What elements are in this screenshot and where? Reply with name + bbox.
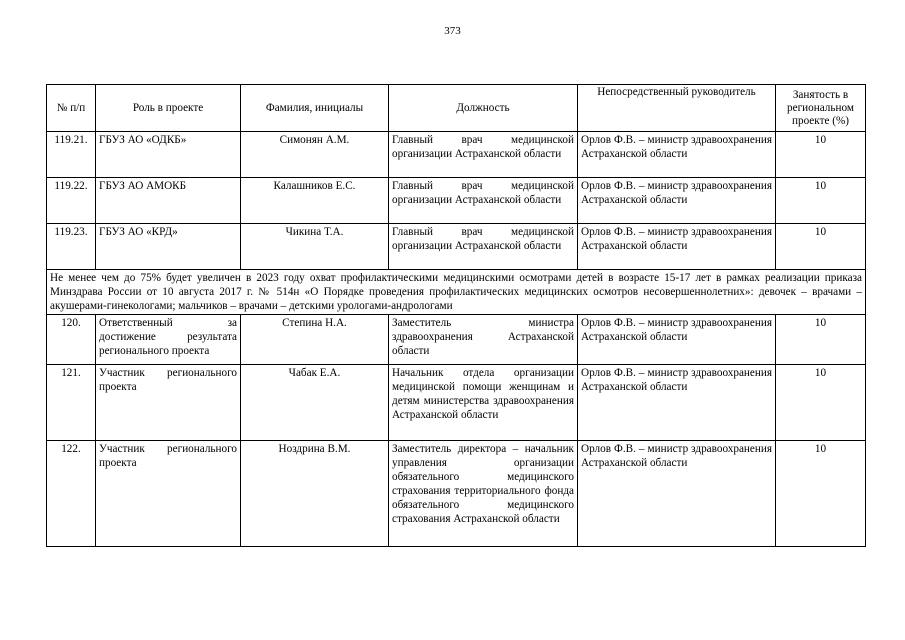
row-num: 119.21. [47,132,96,178]
header-employment: Занятость в региональном проекте (%) [776,85,866,132]
table-row [47,224,866,270]
row-employment: 10 [776,315,866,365]
row-position: Главный врач медицинской организации Астраханской области [389,224,578,270]
row-supervisor: Орлов Ф.В. – министр здравоохранения Астраханской области [578,315,776,365]
row-name: Чикина Т.А. [241,224,389,270]
row-name: Степина Н.А. [241,315,389,365]
row-employment: 10 [776,178,866,224]
row-employment: 10 [776,365,866,441]
row-name: Калашников Е.С. [241,178,389,224]
header-name: Фамилия, инициалы [241,85,389,132]
row-position: Главный врач медицинской организации Астраханской области [389,132,578,178]
row-role: ГБУЗ АО «ОДКБ» [96,132,241,178]
row-name: Чабак Е.А. [241,365,389,441]
header-position: Должность [389,85,578,132]
row-supervisor: Орлов Ф.В. – министр здравоохранения Астраханской области [578,224,776,270]
row-position: Заместитель министра здравоохранения Астраханской области [389,315,578,365]
header-num: № п/п [47,85,96,132]
header-supervisor: Непосредственный руководитель [578,85,776,132]
row-role: ГБУЗ АО «КРД» [96,224,241,270]
row-name: Ноздрина В.М. [241,441,389,547]
row-supervisor: Орлов Ф.В. – министр здравоохранения Астраханской области [578,365,776,441]
row-position: Главный врач медицинской организации Астраханской области [389,178,578,224]
row-supervisor: Орлов Ф.В. – министр здравоохранения Астраханской области [578,132,776,178]
row-role: Участник регионального проекта [96,441,241,547]
section-note-row [47,270,866,315]
row-num: 119.22. [47,178,96,224]
table-row [47,132,866,178]
row-name: Симонян А.М. [241,132,389,178]
table-row [47,315,866,365]
row-position: Заместитель директора – начальник управления организации обязательного медицинского страхования территориального фонда обязательного медицинского страхования Астраханской области [389,441,578,547]
row-num: 120. [47,315,96,365]
row-employment: 10 [776,224,866,270]
row-role: ГБУЗ АО АМОКБ [96,178,241,224]
row-supervisor: Орлов Ф.В. – министр здравоохранения Астраханской области [578,441,776,547]
table-header-row [47,85,866,132]
row-role: Участник регионального проекта [96,365,241,441]
row-role: Ответственный за достижение результата регионального проекта [96,315,241,365]
table-row [47,178,866,224]
row-num: 122. [47,441,96,547]
row-num: 121. [47,365,96,441]
section-note: Не менее чем до 75% будет увеличен в 2023 году охват профилактическими медицинскими осмотрами детей в возрасте 15-17 лет в рамках реализации приказа Минздрава России от 10 августа 2017 г. № 514н «О Порядке проведения профилактических медицинских осмотров несовершеннолетних»: девочек – врачами – акушерами-гинекологами; мальчиков – врачами – детскими урологами-андрологами [47,270,866,315]
row-supervisor: Орлов Ф.В. – министр здравоохранения Астраханской области [578,178,776,224]
project-team-table [46,84,866,547]
row-employment: 10 [776,132,866,178]
page-number: 373 [444,25,461,37]
row-position: Начальник отдела организации медицинской помощи женщинам и детям министерства здравоохранения Астраханской области [389,365,578,441]
table-row [47,365,866,441]
table-row [47,441,866,547]
header-role: Роль в проекте [96,85,241,132]
row-employment: 10 [776,441,866,547]
row-num: 119.23. [47,224,96,270]
